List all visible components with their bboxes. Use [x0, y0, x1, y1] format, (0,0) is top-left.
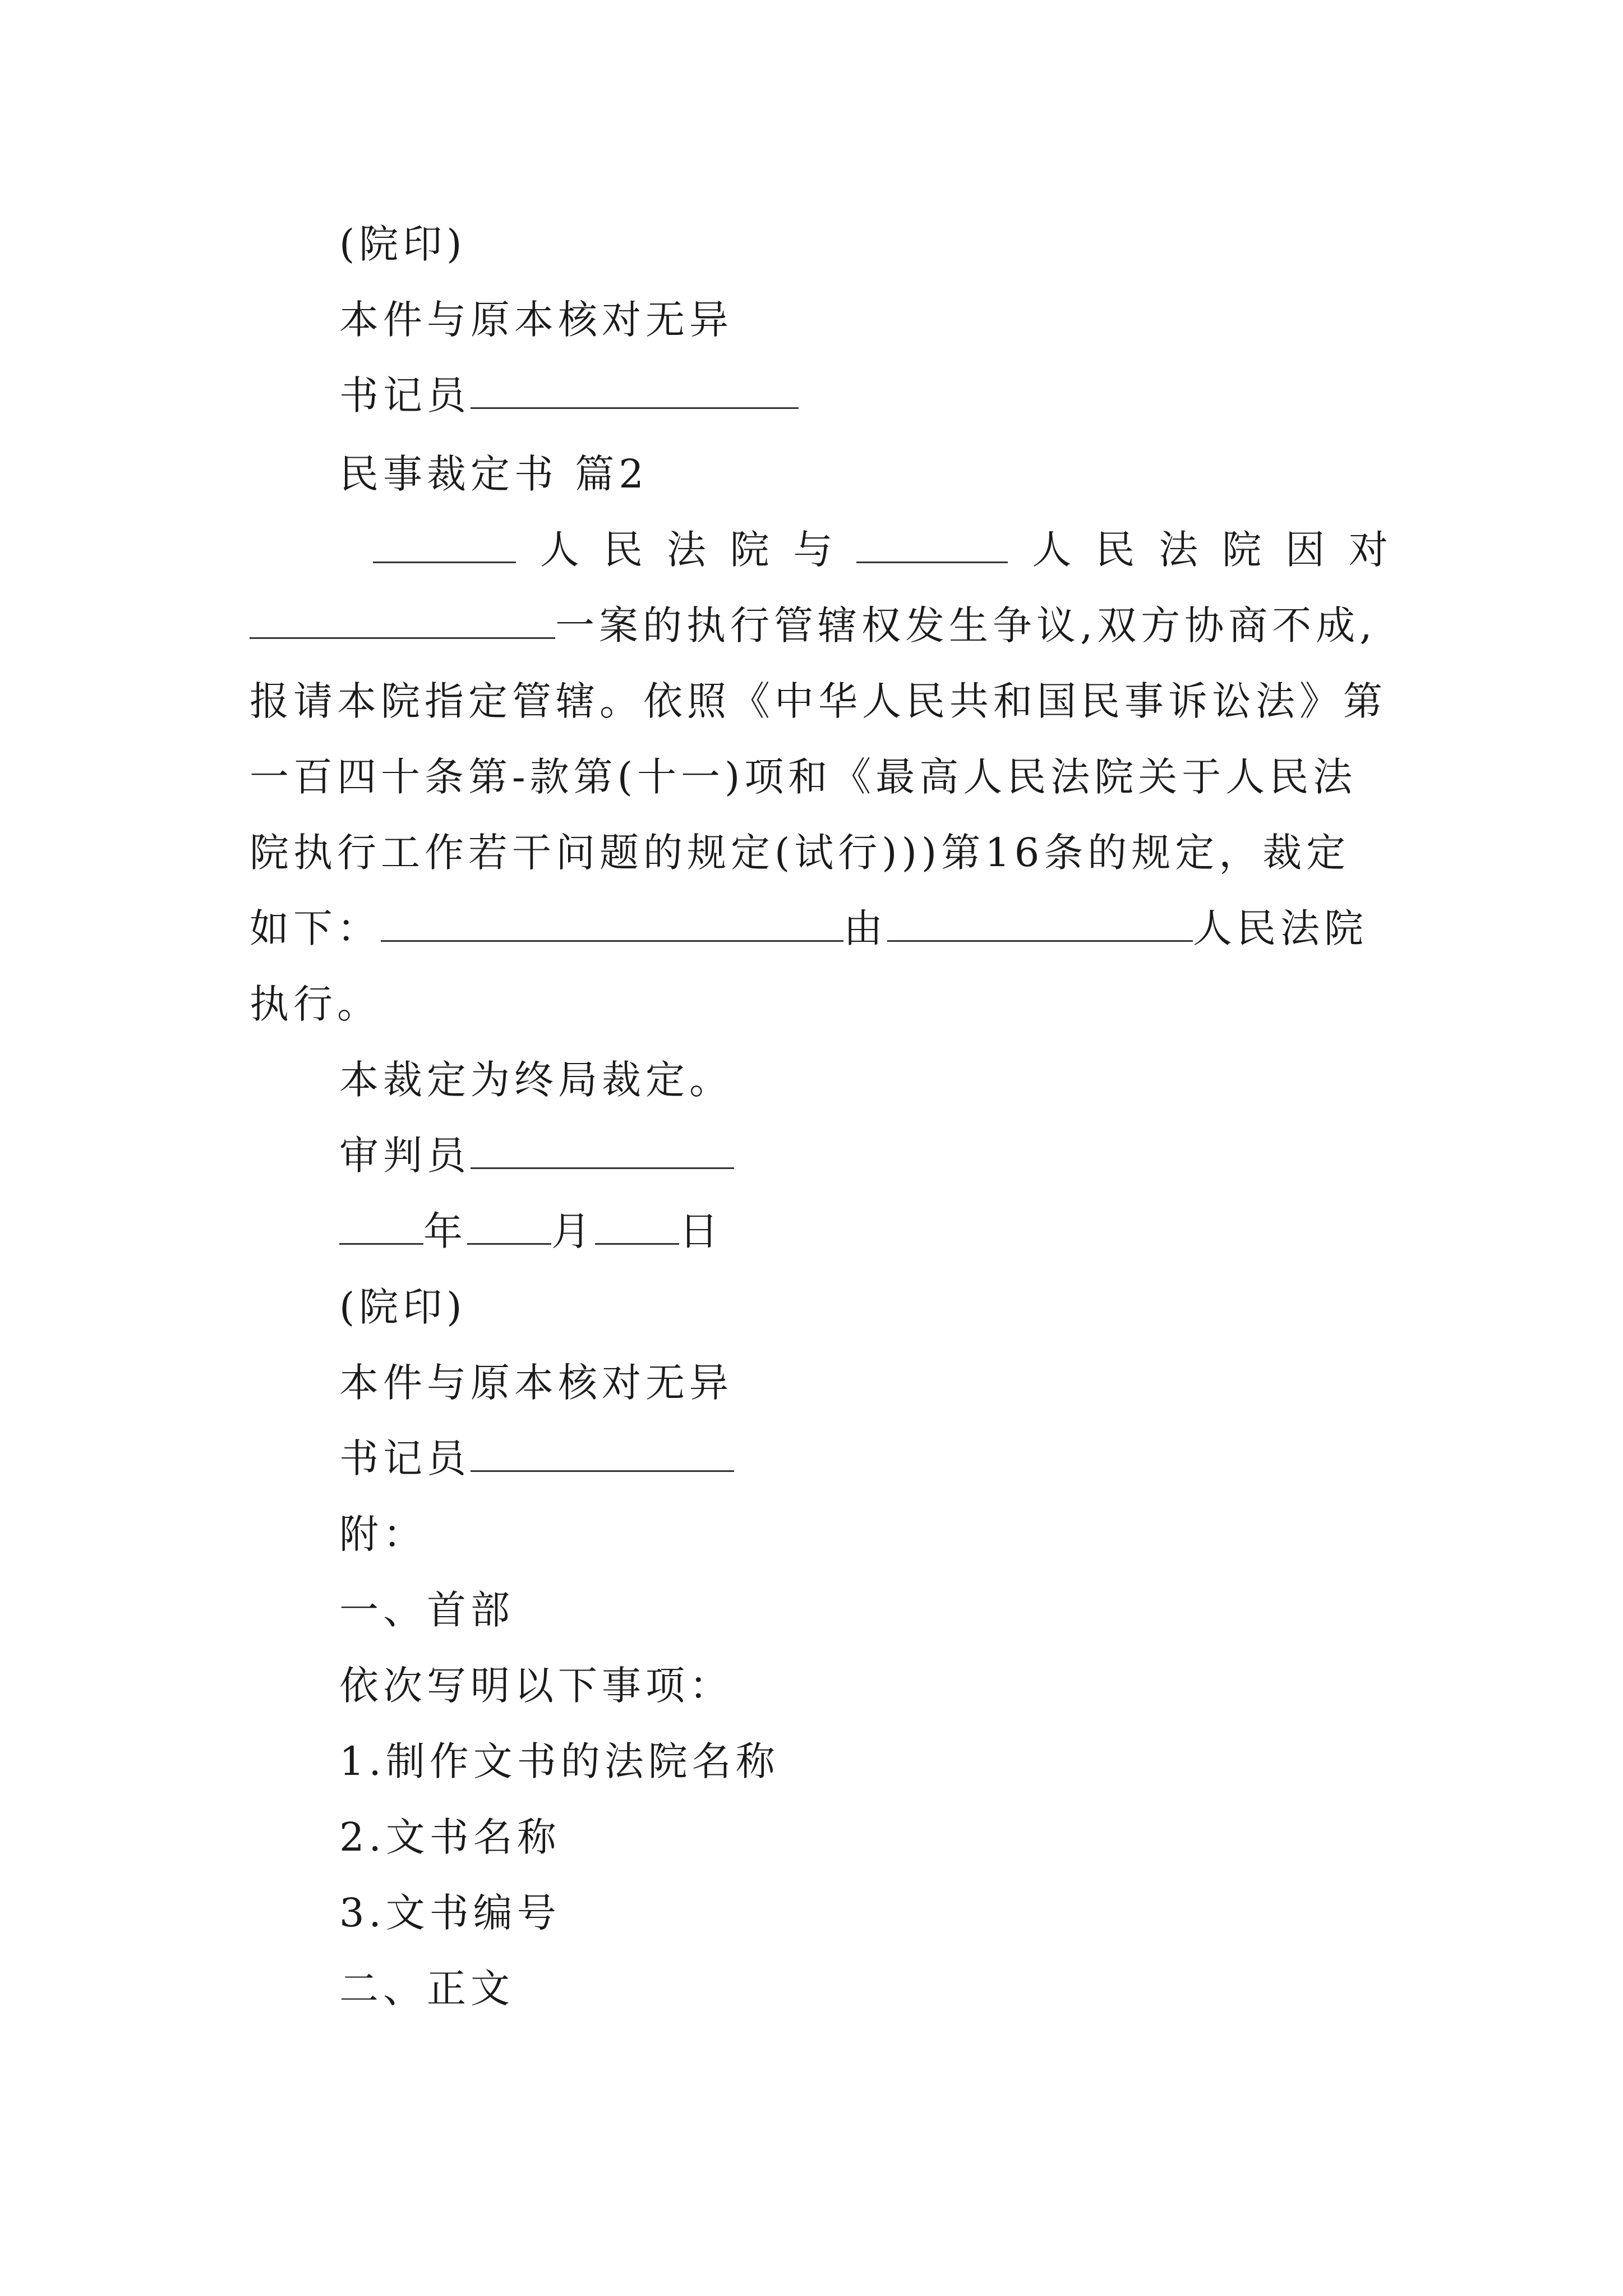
char: 因: [1285, 527, 1325, 573]
list-item: 3.文书编号: [339, 1890, 561, 1936]
final-ruling-label: 本裁定为终局裁定。: [339, 1057, 733, 1103]
appendix-title: 附：: [339, 1511, 427, 1557]
appendix-item-3: [339, 1885, 561, 1941]
day-label: 日: [679, 1208, 723, 1254]
char: 法: [666, 527, 706, 573]
verification-label: 本件与原本核对无异: [339, 297, 733, 343]
char: 对: [1348, 527, 1388, 573]
verification-text: [339, 292, 733, 348]
court-name-blank-3: [887, 901, 1193, 942]
part-heading: 一、首部: [339, 1587, 514, 1633]
char: 与: [793, 527, 833, 573]
paragraph-text: 如下：: [250, 905, 381, 951]
char: 院: [730, 527, 769, 573]
list-item: 1.制作文书的法院名称: [339, 1738, 780, 1784]
clerk-line: [339, 367, 799, 424]
intro-text: 依次写明以下事项：: [339, 1663, 733, 1709]
month-label: 月: [551, 1208, 595, 1254]
paragraph-line-7: [250, 976, 381, 1032]
appendix-intro: [339, 1658, 733, 1714]
paragraph-text: 执行。: [250, 981, 381, 1027]
court-name-blank-1: [373, 522, 516, 563]
paragraph-text: 报请本院指定管辖。依照《中华人民共和国民事诉讼法》第: [250, 678, 1387, 724]
char: 法: [1159, 527, 1198, 573]
paragraph-line-6: [250, 900, 1368, 956]
clerk-line-2: [339, 1430, 734, 1487]
clerk-label: 书记员: [339, 1435, 471, 1481]
paragraph-line-2: [250, 597, 1377, 654]
seal-label: (院印): [339, 1284, 467, 1330]
final-ruling-text: [339, 1052, 733, 1108]
month-blank: [467, 1204, 551, 1245]
ruling-blank: [381, 901, 843, 942]
appendix-part-1: [339, 1582, 514, 1638]
char: 人: [1032, 527, 1072, 573]
appendix-label: [339, 1506, 427, 1562]
paragraph-line-4: [250, 749, 1357, 805]
judge-line: [339, 1128, 734, 1184]
appendix-item-2: [339, 1809, 561, 1865]
paragraph-text: 院执行工作若干问题的规定(试行)))第16条的规定，裁定: [250, 830, 1350, 876]
appendix-item-1: [339, 1733, 780, 1789]
section-title: 民事裁定书 篇2: [339, 451, 648, 497]
date-line: [339, 1203, 723, 1259]
court-seal-text: [339, 216, 467, 272]
char: 民: [1095, 527, 1135, 573]
clerk-signature-blank: [471, 368, 799, 409]
day-blank: [595, 1204, 679, 1245]
verification-text-2: [339, 1355, 733, 1411]
char: 人: [540, 527, 579, 573]
verification-label: 本件与原本核对无异: [339, 1360, 733, 1406]
paragraph-text: 人民法院: [1193, 905, 1368, 951]
paragraph-text: 一案的执行管辖权发生争议,双方协商不成,: [555, 602, 1377, 648]
paragraph-text: 由: [843, 905, 887, 951]
list-item: 2.文书名称: [339, 1814, 561, 1860]
court-name-blank-2: [856, 522, 1008, 563]
judge-label: 审判员: [339, 1133, 471, 1179]
paragraph-line-3: [250, 673, 1387, 729]
year-label: 年: [423, 1208, 467, 1254]
section-heading: [339, 446, 648, 502]
clerk-label: 书记员: [339, 372, 471, 418]
char: 民: [603, 527, 643, 573]
paragraph-line-5: [250, 825, 1350, 881]
appendix-part-2: [339, 1961, 514, 2017]
char: 院: [1222, 527, 1262, 573]
part-heading: 二、正文: [339, 1966, 514, 2012]
paragraph-line-1: [373, 522, 1388, 578]
year-blank: [339, 1204, 423, 1245]
court-seal-text-2: [339, 1279, 467, 1335]
case-name-blank: [250, 598, 555, 639]
clerk-signature-blank: [471, 1431, 734, 1472]
judge-signature-blank: [471, 1128, 734, 1169]
paragraph-text: 一百四十条第-款第(十一)项和《最高人民法院关于人民法: [250, 754, 1357, 800]
seal-label: (院印): [339, 221, 467, 267]
